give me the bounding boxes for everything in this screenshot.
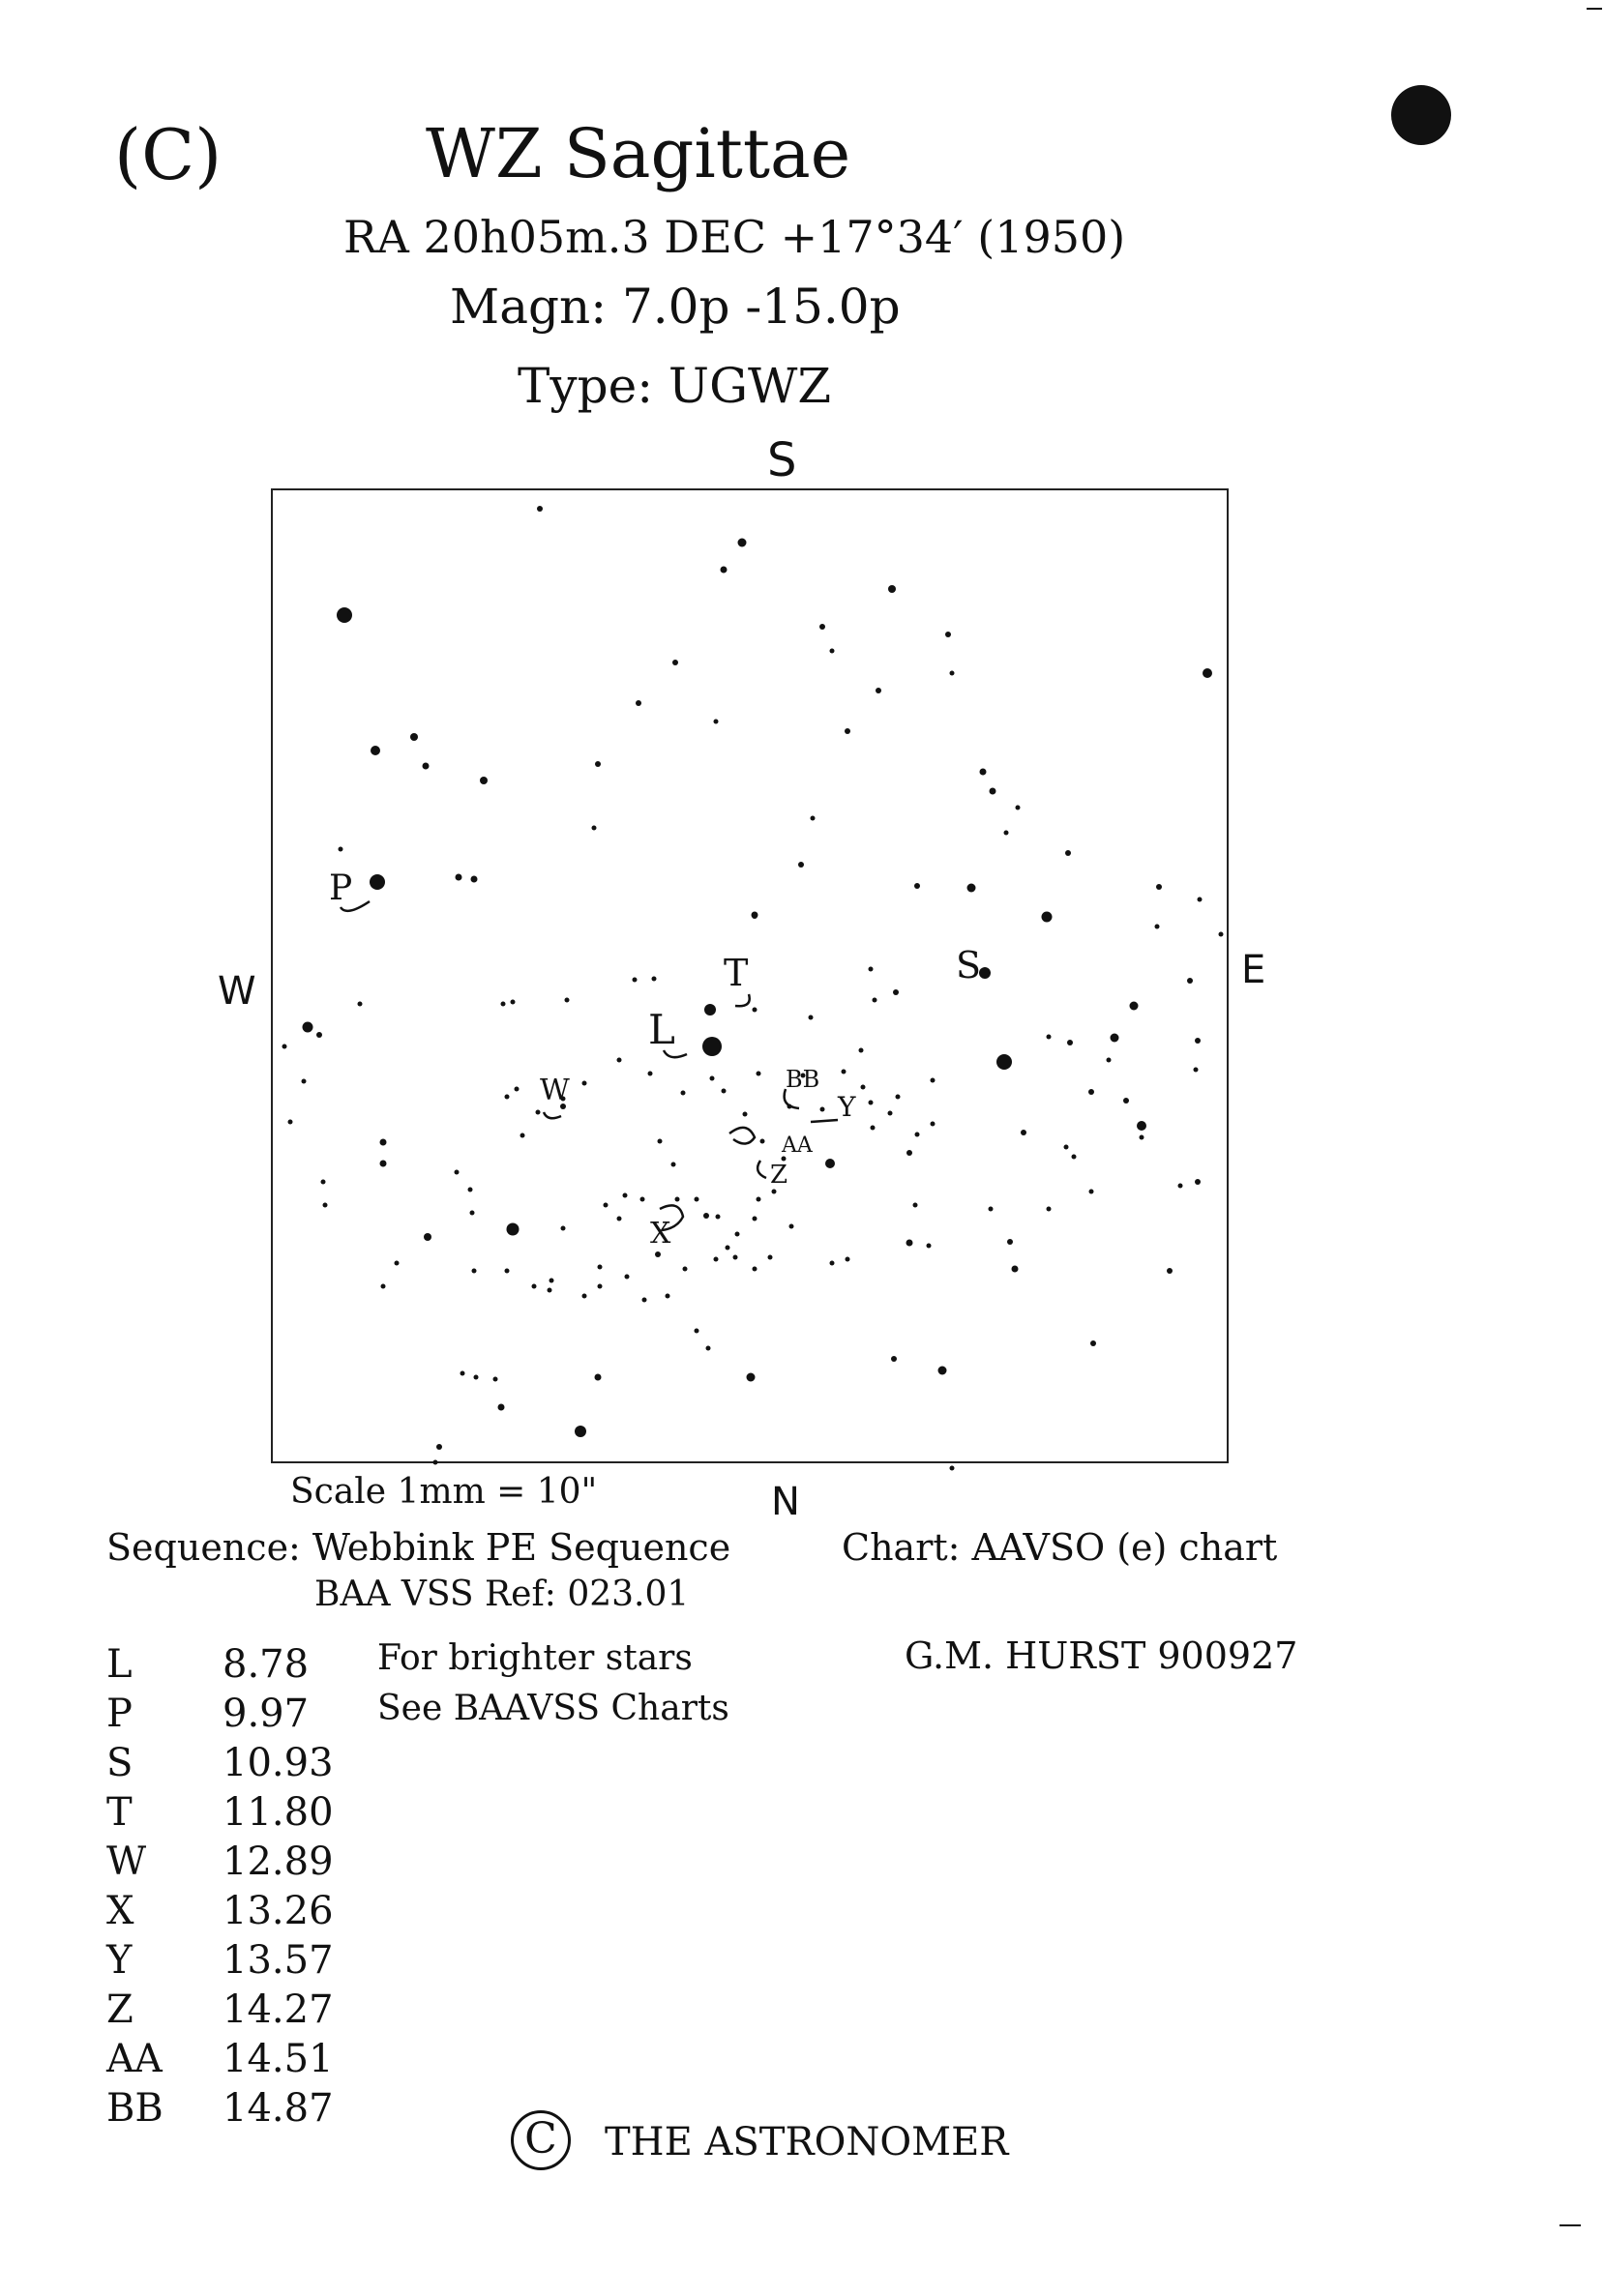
star [436, 1444, 442, 1450]
star [757, 1197, 761, 1202]
star [395, 1261, 400, 1266]
star [809, 1016, 814, 1020]
star [460, 1371, 465, 1376]
star [302, 1079, 307, 1084]
star [950, 671, 955, 676]
star [666, 1294, 670, 1299]
coordinates: RA 20h05m.3 DEC +17°34′ (1950) [343, 211, 1126, 263]
star [681, 1091, 686, 1096]
star [471, 876, 478, 883]
sequence-star-label: X [106, 1889, 134, 1933]
star [424, 1233, 431, 1241]
star [888, 585, 896, 593]
star [733, 1255, 738, 1260]
star [738, 539, 747, 547]
star [505, 1269, 510, 1274]
sequence-star-magnitude: 14.27 [223, 1987, 334, 2032]
star [695, 1329, 699, 1334]
sequence-star-label: P [106, 1692, 133, 1736]
star [532, 1284, 537, 1289]
star [498, 1404, 505, 1411]
star [1219, 932, 1224, 937]
star [1140, 1135, 1144, 1140]
star [859, 1048, 864, 1053]
star [789, 1224, 794, 1229]
star [1123, 1098, 1129, 1104]
star [811, 816, 816, 821]
star [1021, 1130, 1026, 1135]
star [1155, 925, 1160, 929]
star [1064, 1145, 1069, 1150]
star-label-l: L [648, 1006, 675, 1053]
star [423, 763, 430, 770]
star [735, 1232, 740, 1237]
star [337, 607, 352, 623]
star [980, 769, 987, 776]
star [753, 1267, 757, 1272]
star [617, 1058, 622, 1063]
star [456, 874, 462, 881]
star [380, 1139, 387, 1146]
star [753, 1217, 757, 1222]
star [1107, 1058, 1112, 1063]
author-date: G.M. HURST 900927 [905, 1634, 1298, 1677]
star [575, 1426, 586, 1437]
star [683, 1267, 688, 1272]
star [906, 1150, 912, 1156]
star [876, 688, 881, 693]
star [582, 1294, 587, 1299]
star [869, 967, 874, 972]
star [1137, 1121, 1146, 1131]
star [830, 649, 835, 654]
star [950, 1466, 955, 1471]
star [990, 788, 996, 795]
star [927, 1244, 932, 1249]
star-label-s: S [956, 944, 982, 986]
sequence-star-magnitude: 14.87 [223, 2086, 334, 2131]
star [1156, 884, 1162, 890]
star [1167, 1268, 1173, 1274]
sequence-star-magnitude: 14.51 [223, 2037, 334, 2081]
star [493, 1377, 498, 1382]
sequence-star-magnitude: 9.97 [223, 1692, 310, 1736]
label-hook-w [544, 1112, 561, 1118]
star [550, 1279, 554, 1283]
star [760, 1139, 765, 1144]
star [303, 1022, 313, 1033]
star [1195, 1038, 1201, 1044]
star [1067, 1040, 1073, 1045]
star [410, 733, 418, 741]
star [515, 1087, 520, 1092]
sequence-star-label: BB [106, 2086, 163, 2131]
star [1111, 1034, 1119, 1043]
star [1130, 1002, 1139, 1011]
label-hook-aa [729, 1128, 755, 1144]
star [945, 632, 951, 637]
star [931, 1122, 936, 1127]
star [474, 1375, 479, 1380]
chart-source: Chart: AAVSO (e) chart [842, 1526, 1278, 1569]
star [561, 1226, 566, 1231]
star [636, 700, 641, 706]
star [931, 1078, 936, 1083]
star [1088, 1089, 1094, 1095]
star [642, 1298, 647, 1303]
star [1203, 668, 1212, 678]
star [726, 1246, 730, 1251]
star [604, 1203, 609, 1208]
star [582, 1081, 587, 1086]
star [1178, 1184, 1183, 1189]
star [842, 1070, 847, 1074]
star [1194, 1068, 1199, 1073]
star [695, 1197, 699, 1202]
brighter-stars-note: For brighter stars [377, 1638, 693, 1678]
star [1007, 1239, 1013, 1245]
star [702, 1037, 722, 1056]
star [704, 1004, 716, 1016]
star [537, 506, 543, 512]
star [820, 1107, 825, 1112]
star-label-t: T [724, 952, 749, 994]
star [888, 1111, 893, 1116]
star [595, 761, 601, 767]
baavss-charts-note: See BAAVSS Charts [377, 1689, 729, 1728]
star [772, 1190, 777, 1194]
star [433, 1460, 438, 1465]
star [520, 1133, 525, 1138]
star-label-w: W [540, 1074, 570, 1107]
star [339, 847, 343, 852]
star [1198, 898, 1203, 902]
label-hook-z [757, 1161, 766, 1178]
star [1072, 1155, 1077, 1160]
star [501, 1002, 506, 1007]
magnitude-range: Magn: 7.0p -15.0p [450, 279, 901, 335]
chart-scale: Scale 1mm = 10" [290, 1472, 598, 1512]
star [798, 862, 804, 868]
star [371, 746, 380, 755]
star [825, 1159, 835, 1168]
star [861, 1085, 866, 1090]
star [652, 977, 657, 982]
label-hook-y [811, 1120, 838, 1122]
star [722, 1089, 727, 1094]
star [1047, 1207, 1052, 1212]
star [714, 720, 719, 724]
star [845, 728, 850, 734]
sequence-star-magnitude: 13.26 [223, 1889, 334, 1933]
baa-vss-ref: BAA VSS Ref: 023.01 [314, 1575, 690, 1614]
star [1195, 1179, 1201, 1185]
star [1047, 1035, 1052, 1040]
star [753, 1008, 757, 1013]
star-label-z: Z [770, 1161, 788, 1190]
star [370, 874, 385, 890]
star [721, 567, 728, 574]
star [381, 1284, 386, 1289]
sequence-star-label: S [106, 1741, 134, 1785]
star [893, 989, 899, 995]
variable-type: Type: UGWZ [518, 358, 832, 414]
star [819, 624, 825, 630]
star [633, 978, 638, 983]
star [640, 1197, 645, 1202]
star [380, 1161, 387, 1167]
star [598, 1284, 603, 1289]
sequence-star-magnitude: 13.57 [223, 1938, 334, 1983]
star [358, 1002, 363, 1007]
star [468, 1188, 473, 1192]
chart-title: WZ Sagittae [426, 114, 851, 193]
star [472, 1269, 477, 1274]
star [1012, 1266, 1019, 1273]
star [873, 998, 877, 1003]
star [830, 1261, 835, 1266]
star [617, 1217, 622, 1222]
sequence-star-label: Y [106, 1938, 133, 1983]
star [671, 1163, 676, 1167]
star [1016, 806, 1021, 810]
sequence-star-label: T [106, 1790, 133, 1835]
direction-east: E [1241, 948, 1266, 992]
star [989, 1207, 994, 1212]
star [913, 1203, 918, 1208]
sequence-source: Sequence: Webbink PE Sequence [106, 1526, 731, 1569]
star-label-aa: AA [782, 1133, 813, 1158]
star [846, 1257, 850, 1262]
star [915, 1133, 920, 1137]
star [658, 1139, 663, 1144]
star [896, 1095, 901, 1100]
star [710, 1076, 715, 1081]
star [595, 1374, 602, 1381]
direction-north: N [771, 1480, 800, 1524]
star [938, 1367, 947, 1375]
sequence-star-magnitude: 11.80 [223, 1790, 334, 1835]
star [625, 1275, 630, 1280]
star [507, 1223, 520, 1236]
star-label-p: P [329, 868, 353, 908]
star [511, 1000, 516, 1005]
star [288, 1120, 293, 1125]
star [871, 1126, 876, 1131]
direction-south: S [767, 433, 797, 487]
star [672, 660, 678, 665]
footer-publisher: THE ASTRONOMER [605, 2120, 1009, 2164]
star [967, 884, 976, 893]
label-hook-t [735, 994, 750, 1006]
sequence-star-magnitude: 10.93 [223, 1741, 334, 1785]
sequence-star-label: Z [106, 1987, 134, 2032]
star-label-x: X [650, 1217, 671, 1251]
star [752, 913, 757, 919]
star [1004, 831, 1009, 836]
star [282, 1045, 287, 1049]
copyright-circle: C [511, 2110, 571, 2170]
star [470, 1211, 475, 1216]
star [648, 1072, 653, 1076]
sequence-star-magnitude: 8.78 [223, 1642, 310, 1687]
star [548, 1288, 552, 1293]
star [1042, 912, 1053, 923]
copyright-mark: (C) [114, 114, 223, 195]
star [747, 1373, 756, 1382]
star [655, 1251, 661, 1257]
star [565, 998, 570, 1003]
star [706, 1346, 711, 1351]
star [1065, 850, 1071, 856]
star-label-y: Y [838, 1091, 856, 1123]
star [757, 1072, 761, 1076]
star [703, 1213, 709, 1219]
star [1090, 1340, 1096, 1346]
star [1187, 978, 1193, 984]
star [505, 1095, 510, 1100]
direction-west: W [218, 969, 256, 1014]
star [768, 1255, 773, 1260]
star [996, 1054, 1012, 1070]
star [623, 1193, 628, 1198]
star [914, 883, 920, 889]
star [321, 1180, 326, 1185]
star [743, 1112, 748, 1117]
star [592, 826, 597, 831]
star [455, 1170, 460, 1175]
star [316, 1032, 322, 1038]
star [714, 1257, 719, 1262]
star-label-bb: BB [786, 1066, 820, 1093]
star [891, 1356, 897, 1362]
star [716, 1215, 721, 1220]
star [480, 777, 488, 784]
sequence-star-magnitude: 12.89 [223, 1840, 334, 1884]
star [323, 1203, 328, 1208]
sequence-star-label: W [106, 1840, 147, 1884]
star [536, 1110, 541, 1115]
star [1089, 1190, 1094, 1194]
star [869, 1101, 874, 1105]
star [675, 1197, 680, 1202]
sequence-star-label: AA [106, 2037, 163, 2081]
sequence-star-label: L [106, 1642, 133, 1687]
star [598, 1265, 603, 1270]
star [906, 1240, 913, 1247]
